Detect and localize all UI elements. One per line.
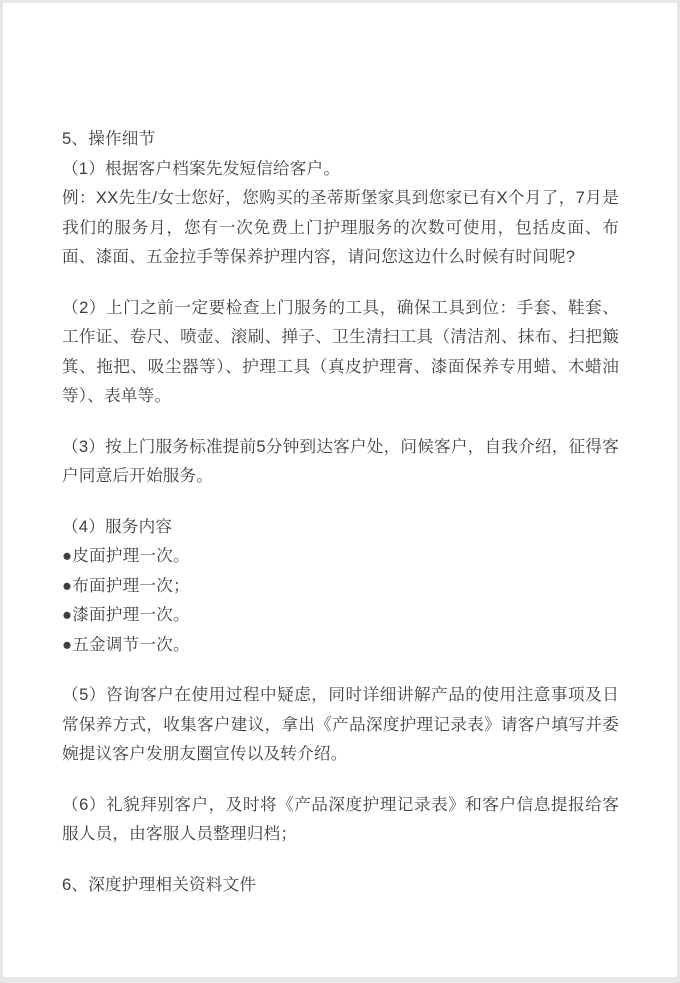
item-5-consult-customer: （5）咨询客户在使用过程中疑虑，同时详细讲解产品的使用注意事项及日常保养方式，收集客户建议，拿出《产品深度护理记录表》请客户填写并委婉提议客户发朋友圈宣传以及转介绍。	[62, 685, 619, 763]
item-3-arrive-early: （3）按上门服务标准提前5分钟到达客户处，问候客户，自我介绍，征得客户同意后开始服务。	[62, 436, 619, 485]
bullet-hardware-adjust: ●五金调节一次。	[62, 634, 190, 654]
document-body	[62, 124, 619, 899]
item-4-service-content-heading: （4）服务内容	[62, 516, 173, 536]
item-2-check-tools: （2）上门之前一定要检查上门服务的工具，确保工具到位：手套、鞋套、工作证、卷尺、喷壶、滚刷、掸子、卫生清扫工具（清洁剂、抹布、扫把簸箕、拖把、吸尘器等）、护理工具（真皮护理膏、漆面保养专用蜡、木蜡油等）、表单等。	[62, 297, 619, 405]
document-page	[3, 3, 677, 977]
bullet-leather-care: ●皮面护理一次。	[62, 546, 190, 565]
item-6-farewell-report: （6）礼貌拜别客户，及时将《产品深度护理记录表》和客户信息提报给客服人员，由客服人员整理归档；	[62, 794, 619, 843]
item-1-send-sms: （1）根据客户档案先发短信给客户。	[62, 158, 341, 178]
bullet-paint-care: ●漆面护理一次。	[62, 605, 190, 624]
bullet-fabric-care: ●布面护理一次；	[62, 575, 190, 595]
sms-example-text: 例：XX先生/女士您好，您购买的圣蒂斯堡家具到您家已有X个月了，7月是我们的服务月，您有一次免费上门护理服务的次数可使用，包括皮面、布面、漆面、五金拉手等保养护理内容，请问您这边什么时候有时间呢?	[62, 188, 619, 266]
heading-step-6-related-documents: 6、深度护理相关资料文件	[62, 874, 257, 894]
heading-step-5-operation-details: 5、操作细节	[62, 129, 156, 148]
